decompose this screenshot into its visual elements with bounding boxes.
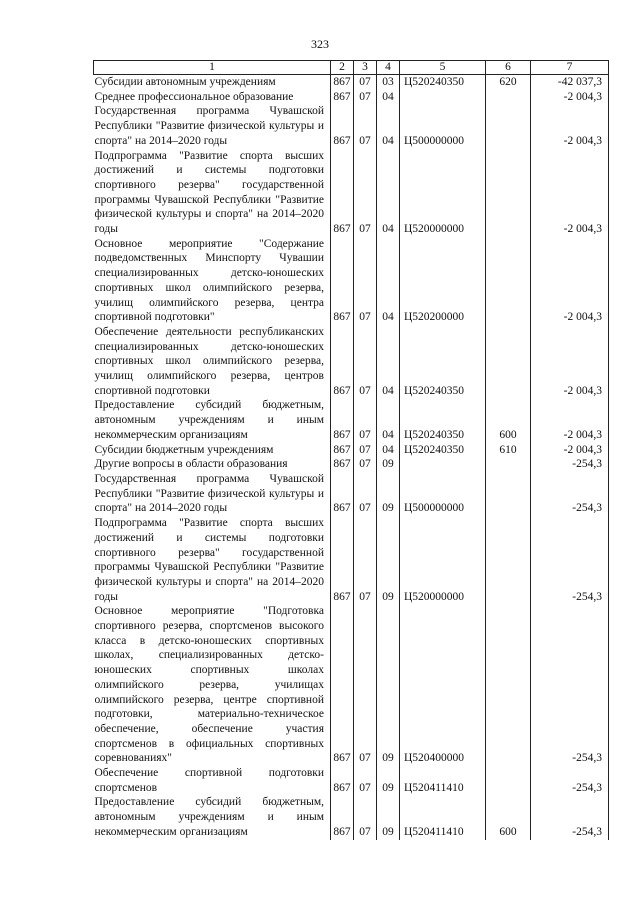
section-code: 07: [354, 325, 377, 399]
column-header: 3: [354, 61, 377, 75]
expense-type: 620: [486, 75, 531, 90]
amount: -2 004,3: [531, 90, 609, 105]
subsection-code: 09: [377, 516, 400, 604]
section-code: 07: [354, 472, 377, 516]
table-row: [94, 766, 609, 795]
row-name: Среднее профессиональное образование: [94, 90, 294, 103]
ministry-code: 867: [331, 604, 354, 766]
ministry-code: 867: [331, 443, 354, 458]
subsection-code: 09: [377, 457, 400, 472]
target-article: Ц500000000: [400, 472, 486, 516]
expense-type: [486, 472, 531, 516]
column-header: 4: [377, 61, 400, 75]
expense-type: [486, 104, 531, 148]
table-row: [94, 398, 609, 442]
table-row: [94, 516, 609, 604]
ministry-code: 867: [331, 472, 354, 516]
section-code: 07: [354, 90, 377, 105]
row-name: Основное мероприятие "Подготовка спортивного резерва, спортсменов высокого класса в детско-юношеских спортивных школах, специализированных детско-юношеских спортивных школах олимпийского резерва, училищах олимпийского резерва, центре спортивной подготовки, материально-техническое обеспечение, обеспечение участия спортсменов в официальных спортивных соревнованиях": [94, 605, 324, 765]
table-row: [94, 104, 609, 148]
target-article: Ц520411410: [400, 766, 486, 795]
ministry-code: 867: [331, 457, 354, 472]
expense-type: [486, 237, 531, 325]
amount: -254,3: [531, 457, 609, 472]
section-code: 07: [354, 398, 377, 442]
amount: -254,3: [531, 766, 609, 795]
subsection-code: 09: [377, 604, 400, 766]
ministry-code: 867: [331, 325, 354, 399]
expense-type: [486, 516, 531, 604]
table-row: [94, 325, 609, 399]
table-row: [94, 443, 609, 458]
ministry-code: 867: [331, 75, 354, 90]
section-code: 07: [354, 104, 377, 148]
subsection-code: 04: [377, 398, 400, 442]
target-article: Ц500000000: [400, 104, 486, 148]
column-header: 7: [531, 61, 609, 75]
row-name: Предоставление субсидий бюджетным, автономным учреждениям и иным некоммерческим организациям: [94, 399, 324, 441]
amount: -254,3: [531, 472, 609, 516]
section-code: 07: [354, 457, 377, 472]
table-row: [94, 90, 609, 105]
table-row: [94, 75, 609, 90]
expense-type: 600: [486, 795, 531, 839]
amount: -254,3: [531, 795, 609, 839]
section-code: 07: [354, 604, 377, 766]
row-name: Обеспечение деятельности республиканских специализированных детско-юношеских спортивных школ олимпийского резерва, училищ олимпийского резерва, центров спортивной подготовки: [94, 325, 324, 397]
budget-table: [93, 60, 609, 840]
amount: -2 004,3: [531, 237, 609, 325]
subsection-code: 04: [377, 325, 400, 399]
subsection-code: 04: [377, 443, 400, 458]
ministry-code: 867: [331, 90, 354, 105]
row-name: Другие вопросы в области образования: [94, 458, 288, 471]
row-name: Государственная программа Чувашской Республики "Развитие физической культуры и спорта" на 2014–2020 годы: [94, 105, 324, 147]
section-code: 07: [354, 766, 377, 795]
amount: -2 004,3: [531, 149, 609, 237]
column-header: 5: [400, 61, 486, 75]
row-name: Государственная программа Чувашской Республики "Развитие физической культуры и спорта" на 2014–2020 годы: [94, 472, 324, 515]
amount: -2 004,3: [531, 443, 609, 458]
section-code: 07: [354, 443, 377, 458]
table-row: [94, 149, 609, 237]
section-code: 07: [354, 516, 377, 604]
ministry-code: 867: [331, 237, 354, 325]
subsection-code: 04: [377, 90, 400, 105]
table-row: [94, 237, 609, 325]
subsection-code: 04: [377, 104, 400, 148]
section-code: 07: [354, 237, 377, 325]
row-name: Основное мероприятие "Содержание подведомственных Минспорту Чувашии специализированных детско-юношеских спортивных школ олимпийского резерва, училищ олимпийского резерва, центра спортивной подготовки": [94, 237, 324, 324]
section-code: 07: [354, 795, 377, 839]
row-name: Подпрограмма "Развитие спорта высших достижений и системы подготовки спортивного резерва" государственной программы Чувашской Республики "Развитие физической культуры и спорта" на 2014–2020 годы: [94, 149, 324, 236]
ministry-code: 867: [331, 149, 354, 237]
amount: -42 037,3: [531, 75, 609, 90]
expense-type: [486, 604, 531, 766]
expense-type: [486, 457, 531, 472]
expense-type: [486, 149, 531, 237]
target-article: Ц520240350: [400, 325, 486, 399]
column-header: 6: [486, 61, 531, 75]
section-code: 07: [354, 149, 377, 237]
target-article: [400, 90, 486, 105]
target-article: Ц520400000: [400, 604, 486, 766]
table-row: [94, 604, 609, 766]
subsection-code: 09: [377, 472, 400, 516]
amount: -2 004,3: [531, 325, 609, 399]
target-article: [400, 457, 486, 472]
table-row: [94, 472, 609, 516]
row-name: Обеспечение спортивной подготовки спортсменов: [94, 767, 324, 794]
amount: -254,3: [531, 516, 609, 604]
target-article: Ц520240350: [400, 398, 486, 442]
ministry-code: 867: [331, 398, 354, 442]
ministry-code: 867: [331, 104, 354, 148]
amount: -2 004,3: [531, 104, 609, 148]
expense-type: 610: [486, 443, 531, 458]
column-header: 1: [94, 61, 331, 75]
expense-type: [486, 90, 531, 105]
row-name: Предоставление субсидий бюджетным, автономным учреждениям и иным некоммерческим организациям: [94, 796, 324, 838]
table-row: [94, 457, 609, 472]
subsection-code: 09: [377, 795, 400, 839]
section-code: 07: [354, 75, 377, 90]
target-article: Ц520000000: [400, 149, 486, 237]
expense-type: 600: [486, 398, 531, 442]
subsection-code: 09: [377, 766, 400, 795]
amount: -254,3: [531, 604, 609, 766]
subsection-code: 04: [377, 237, 400, 325]
ministry-code: 867: [331, 795, 354, 839]
amount: -2 004,3: [531, 398, 609, 442]
table-header-row: [94, 61, 609, 75]
subsection-code: 03: [377, 75, 400, 90]
ministry-code: 867: [331, 766, 354, 795]
row-name: Субсидии автономным учреждениям: [94, 76, 276, 88]
row-name: Субсидии бюджетным учреждениям: [94, 443, 274, 456]
row-name: Подпрограмма "Развитие спорта высших достижений и системы подготовки спортивного резерва" государственной программы Чувашской Республики "Развитие физической культуры и спорта" на 2014–2020 годы: [94, 517, 324, 603]
target-article: Ц520200000: [400, 237, 486, 325]
target-article: Ц520000000: [400, 516, 486, 604]
expense-type: [486, 766, 531, 795]
target-article: Ц520240350: [400, 75, 486, 90]
page-number: 323: [311, 37, 329, 51]
column-header: 2: [331, 61, 354, 75]
table-row: [94, 795, 609, 839]
subsection-code: 04: [377, 149, 400, 237]
target-article: Ц520240350: [400, 443, 486, 458]
target-article: Ц520411410: [400, 795, 486, 839]
expense-type: [486, 325, 531, 399]
ministry-code: 867: [331, 516, 354, 604]
